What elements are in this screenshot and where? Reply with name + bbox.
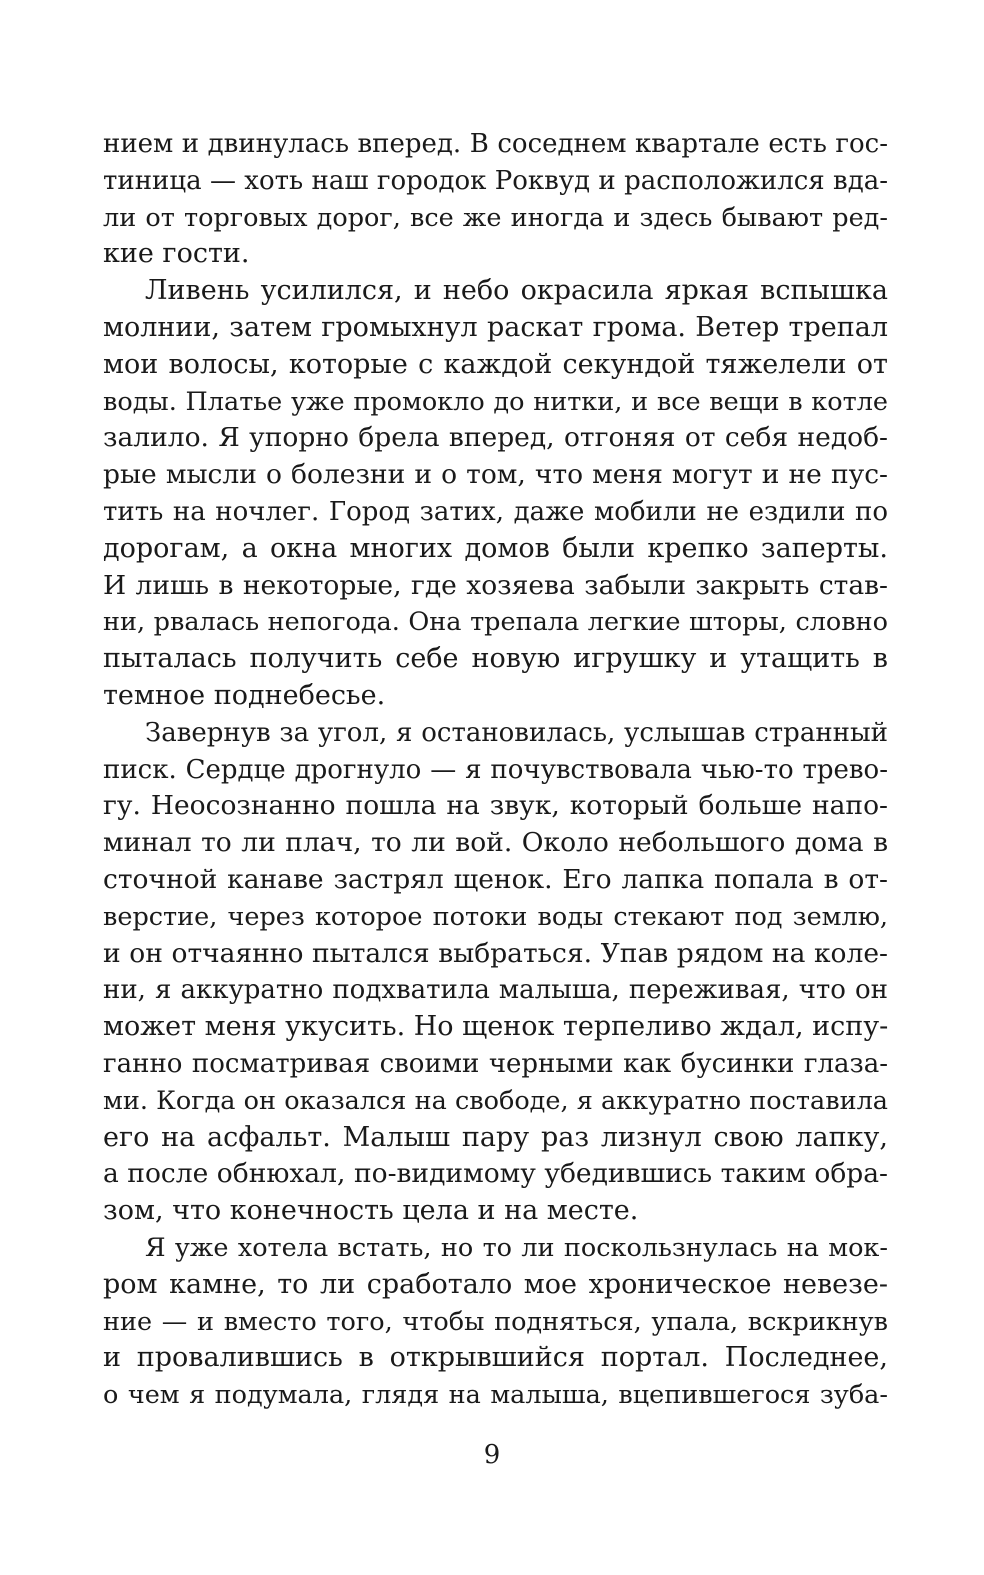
text-line: Ливень усилился, и небо окрасила яркая вспышка: [145, 275, 888, 307]
text-line: Завернув за угол, я остановилась, услышав странный: [145, 717, 888, 748]
text-line: залило. Я упорно брела вперед, отгоняя от себя недоб-: [103, 422, 888, 454]
text-line: ни, рвалась непогода. Она трепала легкие шторы, словно: [103, 607, 888, 638]
text-line: ром камне, то ли сработало мое хроническое невезе-: [103, 1268, 888, 1300]
text-line: о чем я подумала, глядя на малыша, вцепившегося зуба-: [103, 1380, 888, 1411]
body-text: [103, 126, 888, 1414]
text-line: может меня укусить. Но щенок терпеливо ждал, испу-: [103, 1011, 889, 1043]
text-line: а после обнюхал, по-видимому убедившись таким обра-: [103, 1158, 888, 1190]
text-line: дорогам, а окна многих домов были крепко заперты.: [103, 532, 888, 564]
text-line: кие гости.: [103, 238, 250, 270]
text-line: воды. Платье уже промокло до нитки, и все вещи в котле: [103, 386, 888, 417]
text-line: его на асфальт. Малыш пару раз лизнул свою лапку,: [103, 1121, 888, 1153]
paragraph: [103, 273, 888, 715]
text-line: ли от торговых дорог, все же иногда и здесь бывают ред-: [103, 202, 888, 233]
text-line: мои волосы, которые с каждой секундой тяжелели от: [103, 348, 888, 380]
text-line: тиница — хоть наш городок Роквуд и расположился вда-: [103, 165, 888, 196]
text-line: сточной канаве застрял щенок. Его лапка попала в от-: [103, 863, 888, 895]
text-line: верстие, через которое потоки воды стекают под землю,: [103, 901, 888, 932]
text-line: и он отчаянно пытался выбраться. Упав рядом на коле-: [103, 937, 888, 969]
paragraph: [103, 715, 888, 1230]
text-line: ми. Когда он оказался на свободе, я аккуратно поставила: [103, 1085, 888, 1116]
text-line: темное поднебесье.: [103, 679, 386, 711]
text-line: ние — и вместо того, чтобы подняться, упала, вскрикнув: [103, 1306, 888, 1337]
text-line: Я уже хотела встать, но то ли поскользнулась на мок-: [145, 1232, 888, 1263]
text-line: тить на ночлег. Город затих, даже мобили не ездили по: [103, 496, 888, 527]
text-line: пыталась получить себе новую игрушку и утащить в: [103, 643, 888, 675]
text-line: ганно посматривая своими черными как бусинки глаза-: [103, 1048, 888, 1079]
text-line: ни, я аккуратно подхватила малыша, переживая, что он: [103, 975, 888, 1006]
paragraph: [103, 1230, 888, 1414]
text-line: зом, что конечность цела и на месте.: [103, 1195, 639, 1227]
text-line: рые мысли о болезни и о том, что меня могут и не пус-: [103, 459, 888, 491]
text-line: нием и двинулась вперед. В соседнем квартале есть гос-: [103, 129, 888, 159]
text-line: гу. Неосознанно пошла на звук, который больше напо-: [103, 790, 888, 822]
text-line: молнии, затем громыхнул раскат грома. Ветер трепал: [103, 311, 888, 343]
text-line: писк. Сердце дрогнуло — я почувствовала чью-то трево-: [103, 754, 888, 785]
text-line: И лишь в некоторые, где хозяева забыли закрыть став-: [103, 569, 888, 601]
page-number: 9: [483, 1440, 501, 1470]
text-line: и провалившись в открывшийся портал. Последнее,: [103, 1342, 888, 1374]
text-line: минал то ли плач, то ли вой. Около небольшого дома в: [103, 827, 888, 859]
paragraph: [103, 126, 888, 273]
